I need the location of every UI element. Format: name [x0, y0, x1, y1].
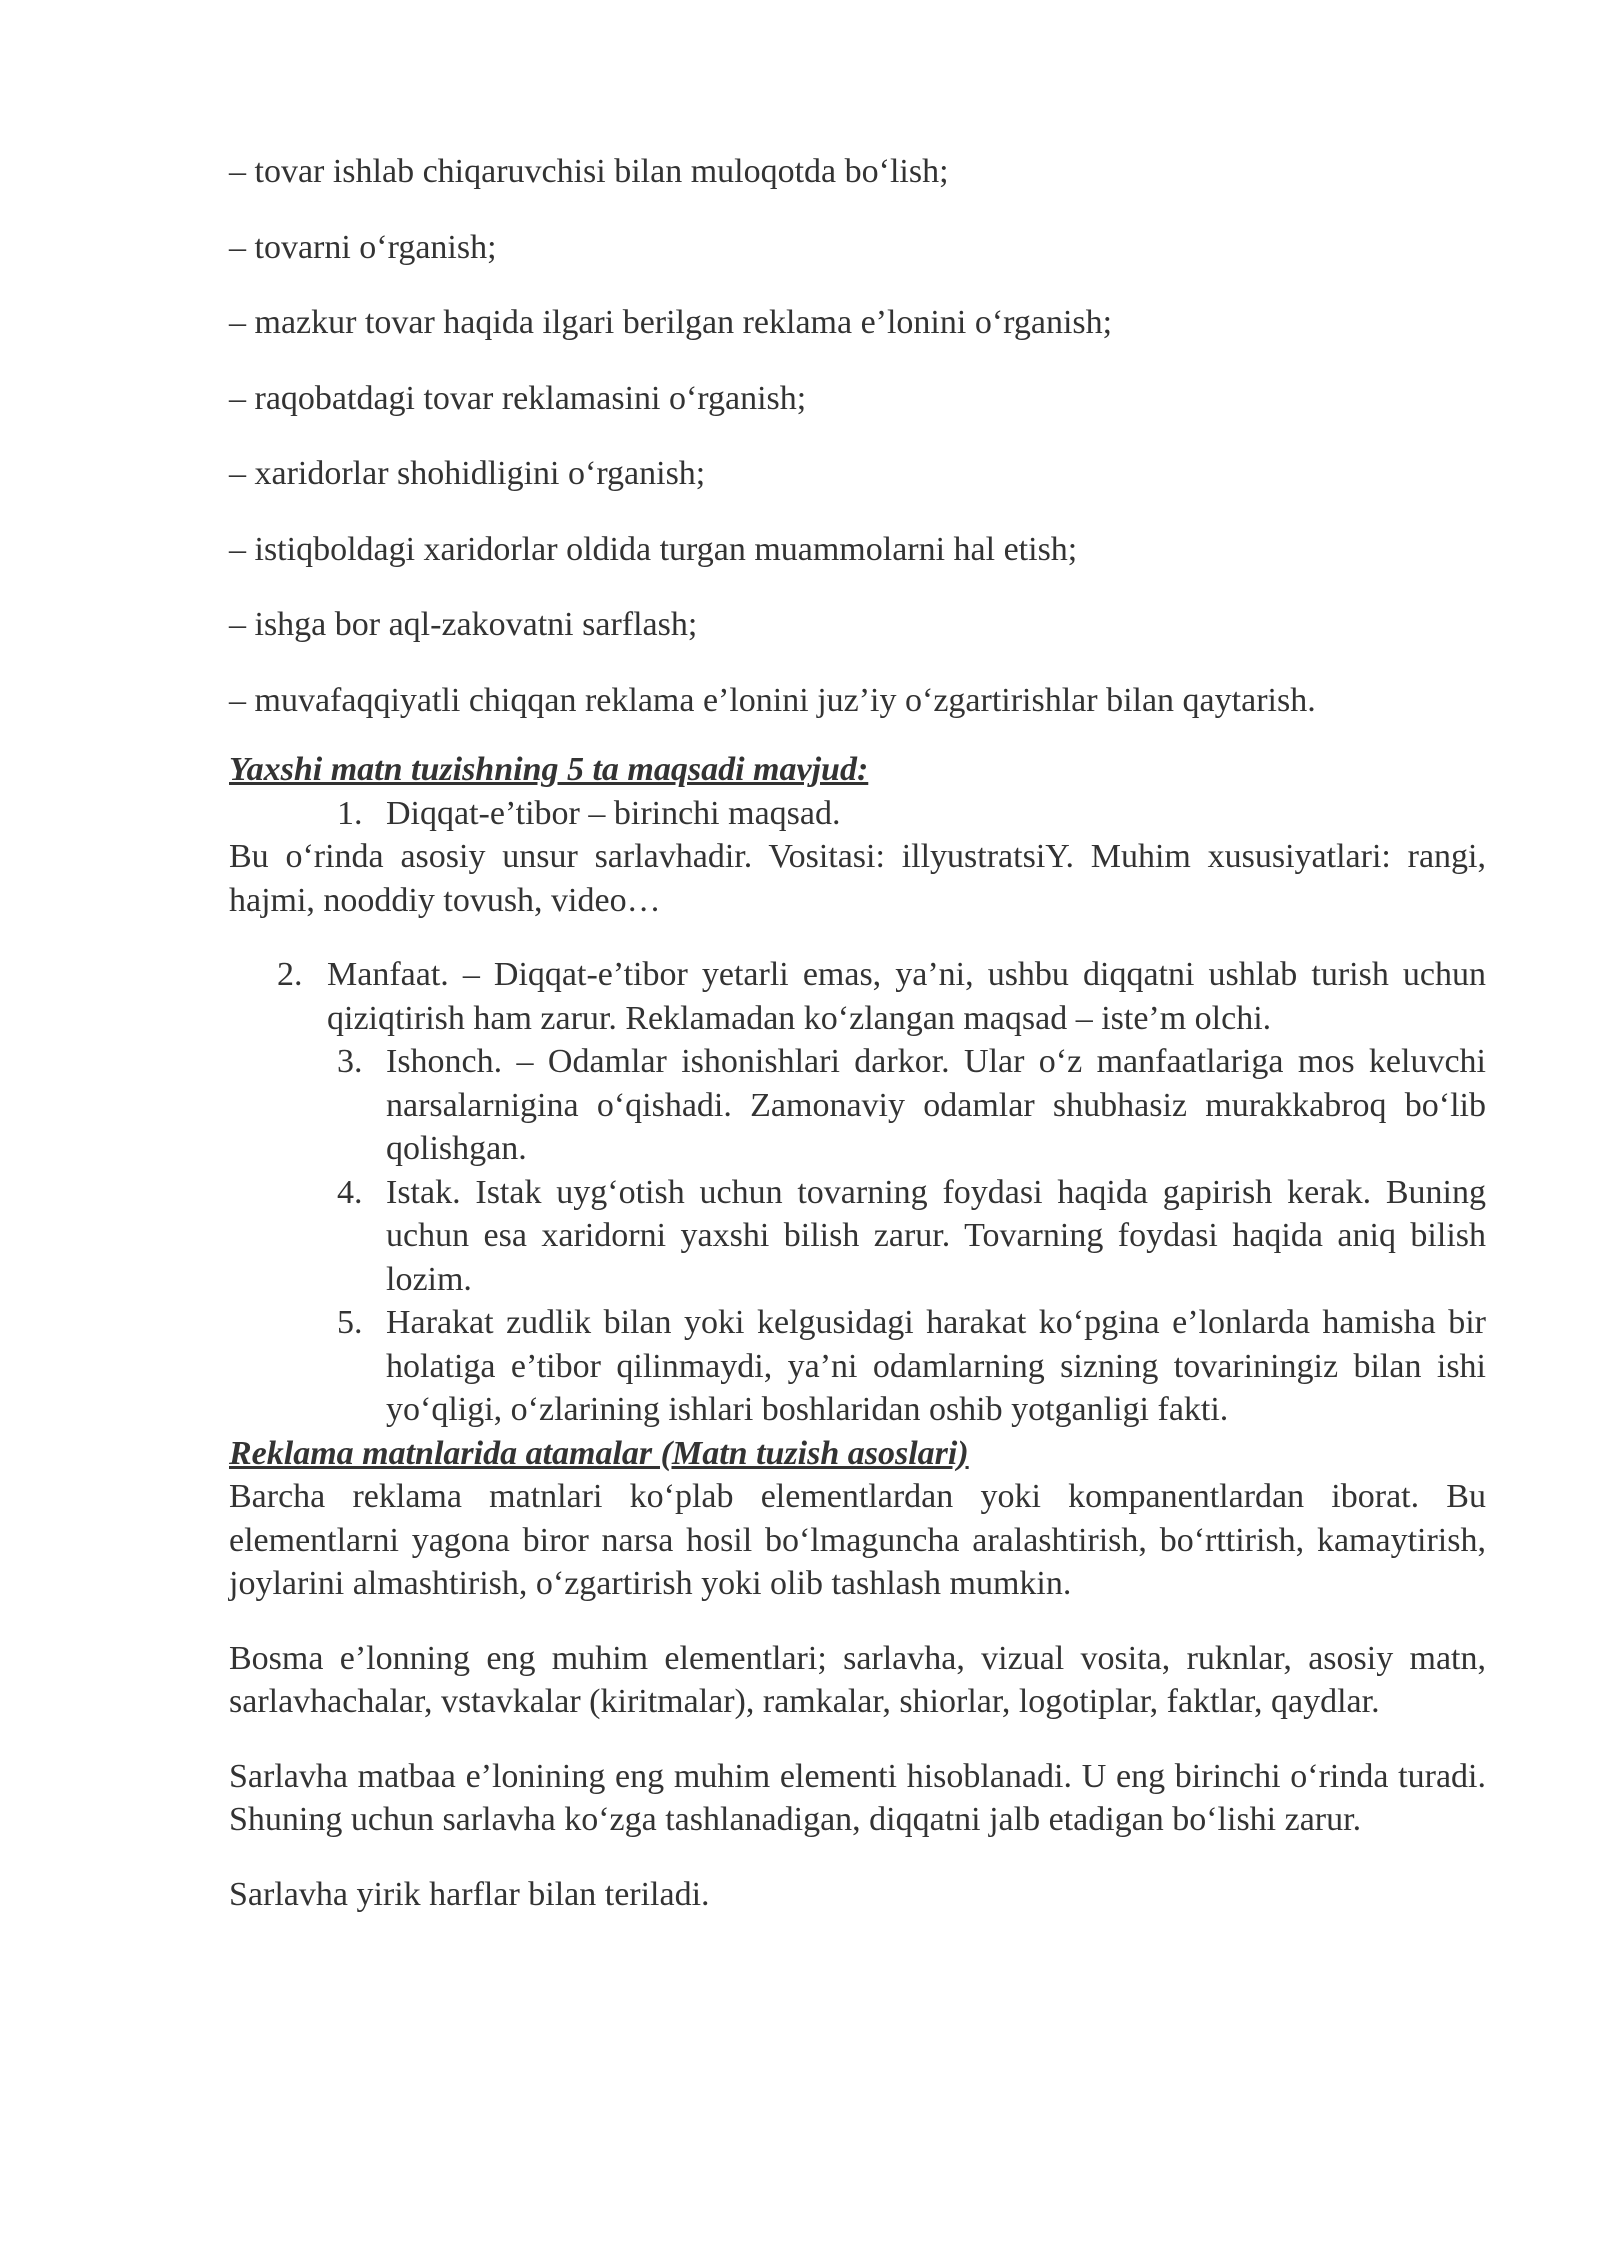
goal-text: Harakat zudlik bilan yoki kelgusidagi harakat ko‘pgina e’lonlarda hamisha bir holatiga e’tibor qilinmaydi, ya’ni odamlarning sizning tovariningiz bilan ishi yo‘qligi, o‘zlarining ishlari boshlaridan oshib yotganligi fakti.: [386, 1304, 1486, 1428]
document-page: [229, 150, 1486, 1916]
goal-number: 2.: [277, 956, 303, 993]
dash-list: [229, 150, 1486, 722]
paragraph: Barcha reklama matnlari ko‘plab elementlardan yoki kompanentlardan iborat. Bu elementlarni yagona biror narsa hosil bo‘lmaguncha aralashtirish, bo‘rttirish, kamaytirish, joylarini almashtirish, o‘zgartirish yoki olib tashlash mumkin.: [229, 1478, 1486, 1602]
list-item: – muvafaqqiyatli chiqqan reklama e’lonini juz’iy o‘zgartirishlar bilan qaytarish.: [229, 681, 1316, 719]
paragraph: Sarlavha matbaa e’lonining eng muhim elementi hisoblanadi. U eng birinchi o‘rinda turadi. Shuning uchun sarlavha ko‘zga tashlanadigan, diqqatni jalb etadigan bo‘lishi zarur.: [229, 1757, 1486, 1838]
goal-text: Ishonch. – Odamlar ishonishlari darkor. Ular o‘z manfaatlariga mos keluvchi narsalarnigina o‘qishadi. Zamonaviy odamlar shubhasiz murakkabroq bo‘lib qolishgan.: [386, 1043, 1486, 1167]
paragraph: Bosma e’lonning eng muhim elementlari; sarlavha, vizual vosita, ruknlar, asosiy matn, sarlavhachalar, vstavkalar (kiritmalar), ramkalar, shiorlar, logotiplar, faktlar, qaydlar.: [229, 1639, 1486, 1720]
section-heading-terms: Reklama matnlarida atamalar (Matn tuzish asoslari): [229, 1434, 969, 1472]
list-item: – xaridorlar shohidligini o‘rganish;: [229, 455, 706, 492]
goal-1-note: Bu o‘rinda asosiy unsur sarlavhadir. Vositasi: illyustratsiY. Muhim xususiyatlari: rangi, hajmi, nooddiy tovush, video…: [229, 838, 1486, 919]
goal-text: Istak. Istak uyg‘otish uchun tovarning foydasi haqida gapirish kerak. Buning uchun esa xaridorni yaxshi bilish zarur. Tovarning foydasi haqida aniq bilish lozim.: [386, 1173, 1486, 1298]
goal-text: Manfaat. – Diqqat-e’tibor yetarli emas, ya’ni, ushbu diqqatni ushlab turish uchun qiziqtirish ham zarur. Reklamadan ko‘zlangan maqsad – iste’m olchi.: [327, 956, 1486, 1037]
paragraph: Sarlavha yirik harflar bilan teriladi.: [229, 1875, 710, 1913]
goal-item-1: [229, 792, 1486, 836]
goal-item-2: [229, 953, 1486, 1040]
goal-item-4: [229, 1171, 1486, 1302]
goal-number: 4.: [337, 1173, 363, 1211]
goal-number: 1.: [337, 794, 363, 832]
list-item: – tovar ishlab chiqaruvchisi bilan muloqotda bo‘lish;: [229, 153, 949, 190]
list-item: – ishga bor aql-zakovatni sarflash;: [229, 606, 698, 643]
list-item: – raqobatdagi tovar reklamasini o‘rganish;: [229, 379, 807, 417]
goal-number: 5.: [337, 1304, 363, 1341]
goal-text: Diqqat-e’tibor – birinchi maqsad.: [386, 794, 841, 832]
section-heading-goals: Yaxshi matn tuzishning 5 ta maqsadi mavjud:: [229, 751, 869, 788]
list-item: – mazkur tovar haqida ilgari berilgan reklama e’lonini o‘rganish;: [229, 304, 1113, 341]
list-item: – tovarni o‘rganish;: [229, 228, 497, 266]
list-item: – istiqboldagi xaridorlar oldida turgan muammolarni hal etish;: [229, 530, 1078, 568]
goal-item-5: [229, 1301, 1486, 1432]
goal-number: 3.: [337, 1043, 363, 1080]
goal-item-3: [229, 1040, 1486, 1171]
